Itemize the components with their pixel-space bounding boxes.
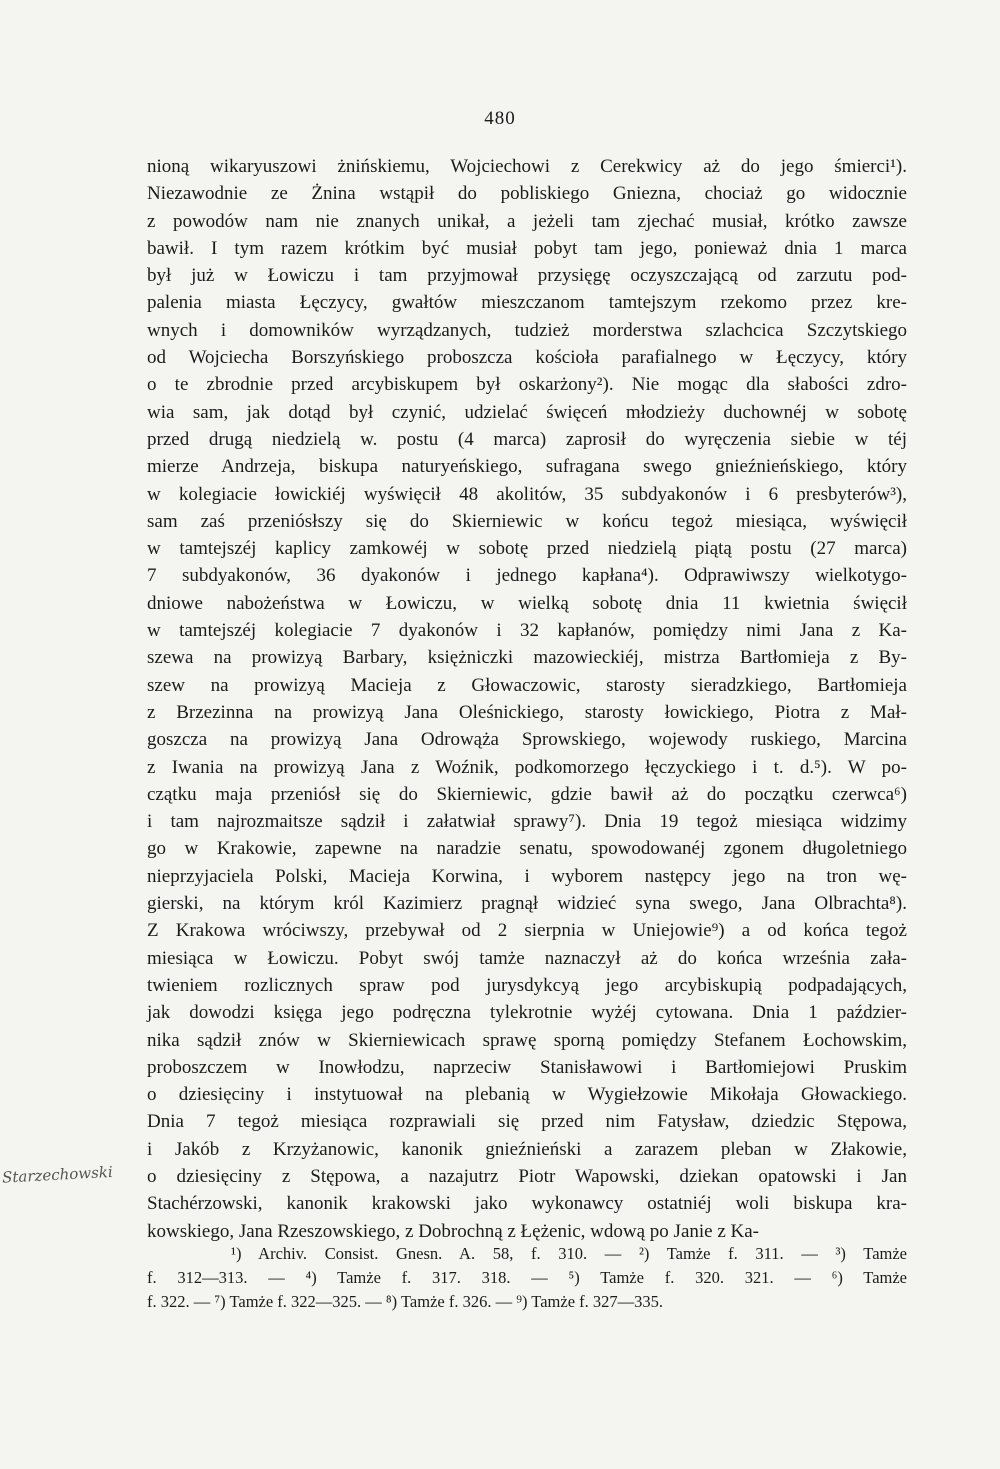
text-line: nika sądził znów w Skierniewicach sprawę sporną pomiędzy Stefanem Łochowskim, <box>147 1029 907 1051</box>
text-line: z Iwania na prowizyą Jana z Woźnik, podkomorzego łęczyckiego i t. d.⁵). W po- <box>147 756 907 778</box>
footnote-line: f. 312—313. — ⁴) Tamże f. 317. 318. — ⁵) Tamże f. 320. 321. — ⁶) Tamże <box>147 1268 907 1287</box>
text-line: w tamtejszéj kolegiacie 7 dyakonów i 32 kapłanów, pomiędzy nimi Jana z Ka- <box>147 620 907 642</box>
text-line: wnych i domowników wyrządzanych, tudzież morderstwa szlachcica Szczytskiego <box>147 319 907 341</box>
footnotes <box>147 1242 907 1314</box>
text-line: był już w Łowiczu i tam przyjmował przysięgę oczyszczającą od zarzutu pod- <box>147 265 907 287</box>
text-line: nioną wikaryuszowi żnińskiemu, Wojciechowi z Cerekwicy aż do jego śmierci¹). <box>147 156 907 177</box>
text-line: od Wojciecha Borszyńskiego proboszcza kościoła parafialnego w Łęczycy, który <box>147 347 907 369</box>
page-number: 480 <box>484 108 516 129</box>
text-line: mierze Andrzeja, biskupa naturyeńskiego, sufragana swego gnieźnieńskiego, który <box>147 456 907 478</box>
text-line: i tam najrozmaitsze sądził i załatwiał sprawy⁷). Dnia 19 tegoż miesiąca widzimy <box>147 811 907 833</box>
text-line: kowskiego, Jana Rzeszowskiego, z Dobrochną z Łężenic, wdową po Janie z Ka- <box>147 1220 760 1242</box>
text-line: Stachérzowski, kanonik krakowski jako wykonawcy ostatniéj woli biskupa kra- <box>147 1193 907 1215</box>
text-line: w kolegiacie łowickiéj wyświęcił 48 akolitów, 35 subdyakonów i 6 presbyterów³), <box>147 483 907 505</box>
handwritten-margin-note: Starzechowski <box>1 1162 114 1187</box>
text-line: twieniem rozlicznych spraw pod jurysdykcyą jego arcybiskupią podpadających, <box>147 974 907 996</box>
text-line: o dziesięciny z Stępowa, a nazajutrz Piotr Wapowski, dziekan opatowski i Jan <box>147 1165 907 1187</box>
text-line: proboszczem w Inowłodzu, naprzeciw Stanisławowi i Bartłomiejowi Pruskim <box>147 1056 907 1078</box>
text-line: gierski, na którym król Kazimierz pragnął widzieć syna swego, Jana Olbrachta⁸). <box>147 893 907 915</box>
text-line: z powodów nam nie znanych unikał, a jeżeli tam zjechać musiał, krótko zawsze <box>147 210 907 232</box>
text-line: przed drugą niedzielą w. postu (4 marca) zaprosił do wyręczenia siebie w téj <box>147 428 907 450</box>
text-line: z Brzezinna na prowizyą Jana Oleśnickiego, starosty łowickiego, Piotra z Mał- <box>147 701 907 723</box>
text-line: miesiąca w Łowiczu. Pobyt swój tamże naznaczył aż do końca września zała- <box>147 947 907 969</box>
text-line: goszcza na prowizyą Jana Odrowąża Sprowskiego, wojewody ruskiego, Marcina <box>147 729 907 751</box>
text-line: w tamtejszéj kaplicy zamkowéj w sobotę przed niedzielą piątą postu (27 marca) <box>147 538 907 560</box>
text-line: Z Krakowa wróciwszy, przebywał od 2 sierpnia w Uniejowie⁹) a od końca tegoż <box>147 920 907 942</box>
text-line: o te zbrodnie przed arcybiskupem był oskarżony²). Nie mogąc dla słabości zdro- <box>147 374 907 396</box>
text-line: dniowe nabożeństwa w Łowiczu, w wielką sobotę dnia 11 kwietnia święcił <box>147 592 907 614</box>
text-line: czątku maja przeniósł się do Skierniewic, gdzie bawił aż do początku czerwca⁶) <box>147 783 907 805</box>
footnote-line: f. 322. — ⁷) Tamże f. 322—325. — ⁸) Tamże f. 326. — ⁹) Tamże f. 327—335. <box>147 1292 664 1311</box>
text-line: go w Krakowie, zapewne na naradzie senatu, spowodowanéj zgonem długoletniego <box>147 838 907 860</box>
text-line: Dnia 7 tegoż miesiąca rozprawiali się przed nim Fatysław, dziedzic Stępowa, <box>147 1111 907 1133</box>
text-line: szew na prowizyą Macieja z Głowaczowic, starosty sieradzkiego, Bartłomieja <box>147 674 907 696</box>
body-text <box>147 153 907 1245</box>
text-line: 7 subdyakonów, 36 dyakonów i jednego kapłana⁴). Odprawiwszy wielkotygo- <box>147 565 907 587</box>
text-line: wia sam, jak dotąd był czynić, udzielać święceń młodzieży duchownéj w sobotę <box>147 401 907 423</box>
text-line: bawił. I tym razem krótkim być musiał pobyt tam jego, ponieważ dnia 1 marca <box>147 237 907 259</box>
text-line: o dziesięciny i instytuował na plebanią w Wygiełzowie Mikołaja Głowackiego. <box>147 1084 907 1106</box>
text-line: szewa na prowizyą Barbary, księżniczki mazowieckiéj, mistrza Bartłomieja z By- <box>147 647 907 669</box>
text-line: i Jakób z Krzyżanowic, kanonik gnieźnieński a zarazem pleban w Złakowie, <box>147 1138 907 1160</box>
text-line: nieprzyjaciela Polski, Macieja Korwina, i wyborem następcy jego na tron wę- <box>147 865 907 887</box>
footnote-line: ¹) Archiv. Consist. Gnesn. A. 58, f. 310. — ²) Tamże f. 311. — ³) Tamże <box>231 1244 907 1263</box>
text-line: sam zaś przeniósłszy się do Skierniewic w końcu tegoż miesiąca, wyświęcił <box>147 510 907 532</box>
text-line: palenia miasta Łęczycy, gwałtów mieszczanom tamtejszym rzekomo przez kre- <box>147 292 907 314</box>
text-line: Niezawodnie ze Żnina wstąpił do pobliskiego Gniezna, chociaż go widocznie <box>147 183 907 205</box>
text-line: jak dowodzi księga jego podręczna tylekrotnie wyżéj cytowana. Dnia 1 paździer- <box>147 1002 907 1024</box>
